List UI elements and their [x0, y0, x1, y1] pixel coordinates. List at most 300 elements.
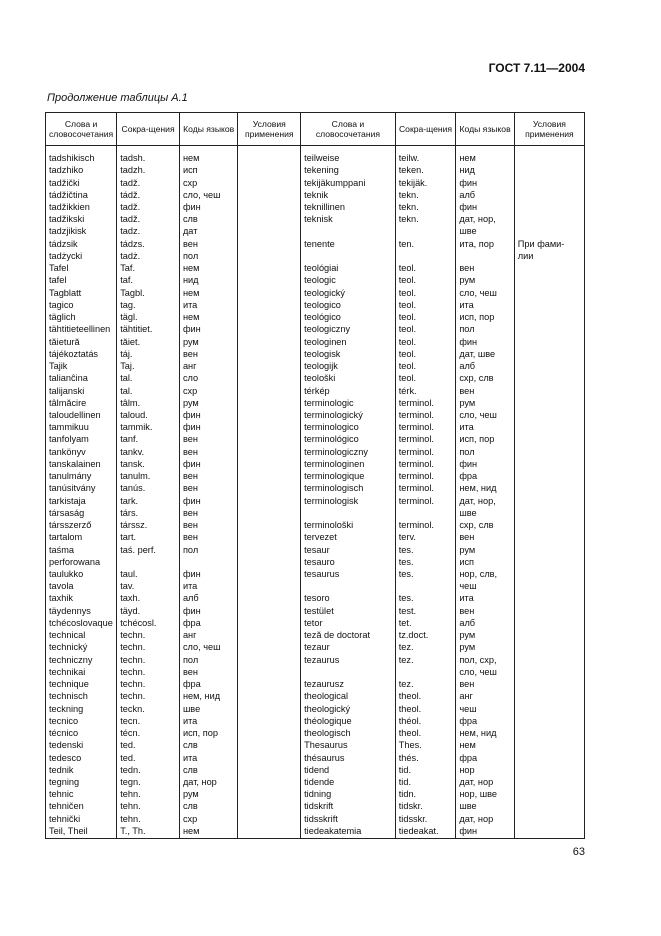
abbr-left: táj.: [117, 348, 180, 360]
table-row: [46, 397, 585, 409]
langs-right: нем: [456, 152, 514, 164]
conditions-left: [238, 690, 301, 702]
conditions-left: [238, 666, 301, 678]
table-row: [46, 152, 585, 164]
word-left: tafel: [46, 274, 117, 286]
conditions-right: [514, 666, 584, 678]
word-left: tanulmány: [46, 470, 117, 482]
conditions-right: [514, 568, 584, 580]
table-row: [46, 177, 585, 189]
table-row: [46, 250, 585, 262]
word-left: technique: [46, 678, 117, 690]
conditions-right: [514, 617, 584, 629]
word-left: tanúsitvány: [46, 482, 117, 494]
langs-right: фин: [456, 336, 514, 348]
conditions-left: [238, 299, 301, 311]
word-left: társaság: [46, 507, 117, 519]
table-row: [46, 238, 585, 250]
table-row: [46, 446, 585, 458]
langs-left: ита: [179, 715, 237, 727]
word-left: tehnic: [46, 788, 117, 800]
abbr-right: terminol.: [395, 421, 456, 433]
langs-right: рум: [456, 274, 514, 286]
word-right: tenente: [301, 238, 396, 250]
conditions-left: [238, 238, 301, 250]
abbr-left: techn.: [117, 641, 180, 653]
table-row: [46, 690, 585, 702]
langs-left: фра: [179, 678, 237, 690]
abbr-right: [395, 225, 456, 237]
abbr-right: tidskr.: [395, 800, 456, 812]
langs-right: нор: [456, 764, 514, 776]
abbr-left: [117, 556, 180, 568]
word-left: tchécoslovaque: [46, 617, 117, 629]
table-row: [46, 617, 585, 629]
word-left: tádžičtina: [46, 189, 117, 201]
conditions-left: [238, 629, 301, 641]
abbr-left: techn.: [117, 629, 180, 641]
conditions-right: [514, 274, 584, 286]
langs-right: [456, 250, 514, 262]
langs-left: слв: [179, 213, 237, 225]
word-left: Tafel: [46, 262, 117, 274]
header-langcodes-left: Коды языков: [179, 113, 237, 146]
conditions-left: [238, 458, 301, 470]
word-right: térkép: [301, 385, 396, 397]
word-left: tájékoztatás: [46, 348, 117, 360]
conditions-left: [238, 397, 301, 409]
conditions-left: [238, 189, 301, 201]
word-right: Thesaurus: [301, 739, 396, 751]
langs-right: фра: [456, 715, 514, 727]
langs-right: чеш: [456, 580, 514, 592]
header-words-right: Слова и словосочетания: [301, 113, 396, 146]
word-left: Tagblatt: [46, 287, 117, 299]
abbr-left: társsz.: [117, 519, 180, 531]
word-left: tadžikkien: [46, 201, 117, 213]
abbr-left: taf.: [117, 274, 180, 286]
abbr-left: tal.: [117, 385, 180, 397]
word-left: tadžički: [46, 177, 117, 189]
word-right: terminološki: [301, 519, 396, 531]
abbr-left: tanf.: [117, 433, 180, 445]
langs-left: вен: [179, 348, 237, 360]
langs-left: алб: [179, 592, 237, 604]
abbr-right: teol.: [395, 360, 456, 372]
word-left: tednik: [46, 764, 117, 776]
langs-right: алб: [456, 360, 514, 372]
abbr-left: técn.: [117, 727, 180, 739]
abbr-right: théol.: [395, 715, 456, 727]
word-right: teologinen: [301, 336, 396, 348]
table-caption: Продолжение таблицы А.1: [47, 92, 188, 104]
abbr-right: tid.: [395, 776, 456, 788]
abbr-left: taś. perf.: [117, 544, 180, 556]
conditions-right: [514, 385, 584, 397]
langs-right: рум: [456, 629, 514, 641]
abbr-right: tez.: [395, 678, 456, 690]
word-right: teknillinen: [301, 201, 396, 213]
abbr-left: taloud.: [117, 409, 180, 421]
langs-left: пол: [179, 250, 237, 262]
word-right: terminologiczny: [301, 446, 396, 458]
conditions-left: [238, 776, 301, 788]
conditions-right: [514, 727, 584, 739]
langs-left: нем: [179, 287, 237, 299]
word-left: taśma: [46, 544, 117, 556]
word-left: tehničen: [46, 800, 117, 812]
conditions-left: [238, 715, 301, 727]
langs-left: исп, пор: [179, 727, 237, 739]
conditions-right: [514, 164, 584, 176]
langs-right: шве: [456, 225, 514, 237]
word-left: technikai: [46, 666, 117, 678]
abbr-right: teol.: [395, 287, 456, 299]
langs-left: фин: [179, 409, 237, 421]
conditions-right: [514, 299, 584, 311]
word-right: theological: [301, 690, 396, 702]
word-left: tádzsik: [46, 238, 117, 250]
langs-left: рум: [179, 397, 237, 409]
langs-left: фин: [179, 421, 237, 433]
conditions-right: [514, 825, 584, 839]
conditions-right: [514, 189, 584, 201]
word-left: tammikuu: [46, 421, 117, 433]
abbr-right: tz.doct.: [395, 629, 456, 641]
word-right: tesauro: [301, 556, 396, 568]
abbr-right: teilw.: [395, 152, 456, 164]
word-left: täydennys: [46, 605, 117, 617]
langs-right: схр, слв: [456, 519, 514, 531]
langs-right: вен: [456, 605, 514, 617]
abbr-right: tekijäk.: [395, 177, 456, 189]
conditions-right: [514, 336, 584, 348]
conditions-right: [514, 531, 584, 543]
abbr-right: test.: [395, 605, 456, 617]
langs-left: вен: [179, 470, 237, 482]
langs-left: ита: [179, 752, 237, 764]
word-right: tezaurusz: [301, 678, 396, 690]
langs-right: фин: [456, 177, 514, 189]
conditions-right: [514, 409, 584, 421]
table-row: [46, 164, 585, 176]
langs-left: рум: [179, 788, 237, 800]
conditions-right: [514, 177, 584, 189]
table-row: [46, 727, 585, 739]
word-left: tadshikisch: [46, 152, 117, 164]
conditions-right: [514, 776, 584, 788]
word-left: tankönyv: [46, 446, 117, 458]
conditions-left: [238, 813, 301, 825]
word-right: teologický: [301, 287, 396, 299]
word-left: taxhik: [46, 592, 117, 604]
word-right: terminologisch: [301, 482, 396, 494]
conditions-right: [514, 519, 584, 531]
word-left: tăietură: [46, 336, 117, 348]
table-row: [46, 568, 585, 580]
abbr-left: tag.: [117, 299, 180, 311]
table-row: [46, 385, 585, 397]
table-row: [46, 703, 585, 715]
langs-left: пол: [179, 654, 237, 666]
langs-left: дат, нор: [179, 776, 237, 788]
abbr-left: tähtitiet.: [117, 323, 180, 335]
word-left: technisch: [46, 690, 117, 702]
word-right: [301, 250, 396, 262]
langs-right: дат, нор: [456, 776, 514, 788]
abbr-left: tehn.: [117, 813, 180, 825]
word-left: techniczny: [46, 654, 117, 666]
conditions-right: [514, 800, 584, 812]
conditions-left: [238, 385, 301, 397]
langs-right: нор, шве: [456, 788, 514, 800]
word-right: theologisch: [301, 727, 396, 739]
abbr-right: tidsskr.: [395, 813, 456, 825]
conditions-left: [238, 225, 301, 237]
conditions-left: [238, 164, 301, 176]
conditions-left: [238, 250, 301, 262]
table-row: [46, 409, 585, 421]
word-right: tidskrift: [301, 800, 396, 812]
langs-right: сло, чеш: [456, 287, 514, 299]
langs-left: фин: [179, 568, 237, 580]
table-row: [46, 336, 585, 348]
conditions-left: [238, 177, 301, 189]
abbr-right: terminol.: [395, 446, 456, 458]
abbr-left: Taj.: [117, 360, 180, 372]
header-conditions-left: Условия применения: [238, 113, 301, 146]
abbr-left: tecn.: [117, 715, 180, 727]
word-left: talijanski: [46, 385, 117, 397]
langs-right: нем, нид: [456, 482, 514, 494]
table-row: [46, 544, 585, 556]
langs-right: пол: [456, 446, 514, 458]
word-right: théologique: [301, 715, 396, 727]
langs-left: вен: [179, 446, 237, 458]
langs-left: вен: [179, 433, 237, 445]
abbr-right: teken.: [395, 164, 456, 176]
word-left: täglich: [46, 311, 117, 323]
langs-right: шве: [456, 800, 514, 812]
abbr-left: tankv.: [117, 446, 180, 458]
conditions-left: [238, 519, 301, 531]
table-row: [46, 678, 585, 690]
abbr-right: teol.: [395, 323, 456, 335]
langs-left: слв: [179, 800, 237, 812]
langs-right: сло, чеш: [456, 666, 514, 678]
conditions-left: [238, 482, 301, 494]
table-row: [46, 225, 585, 237]
table-row: [46, 654, 585, 666]
abbr-left: tadž.: [117, 177, 180, 189]
word-left: tavola: [46, 580, 117, 592]
table-row: [46, 580, 585, 592]
conditions-right: [514, 703, 584, 715]
header-abbr-left: Сокра-щения: [117, 113, 180, 146]
word-right: theologický: [301, 703, 396, 715]
conditions-left: [238, 421, 301, 433]
abbr-left: tanús.: [117, 482, 180, 494]
langs-right: нем, нид: [456, 727, 514, 739]
word-right: tidning: [301, 788, 396, 800]
abbr-left: tadž.: [117, 201, 180, 213]
conditions-left: [238, 739, 301, 751]
word-left: tadżycki: [46, 250, 117, 262]
abbr-right: terminol.: [395, 409, 456, 421]
langs-right: фин: [456, 201, 514, 213]
conditions-left: [238, 544, 301, 556]
word-right: terminologisk: [301, 495, 396, 507]
table-body: [46, 146, 585, 839]
langs-right: ита: [456, 299, 514, 311]
word-left: tegning: [46, 776, 117, 788]
document-code-header: ГОСТ 7.11—2004: [488, 61, 585, 75]
conditions-right: [514, 225, 584, 237]
langs-left: сло: [179, 372, 237, 384]
table-row: [46, 213, 585, 225]
table-row: [46, 421, 585, 433]
word-right: terminologique: [301, 470, 396, 482]
table-row: [46, 507, 585, 519]
conditions-left: [238, 800, 301, 812]
langs-right: фин: [456, 458, 514, 470]
abbr-right: teol.: [395, 262, 456, 274]
word-right: [301, 225, 396, 237]
word-right: tervezet: [301, 531, 396, 543]
conditions-right: [514, 580, 584, 592]
word-right: tidsskrift: [301, 813, 396, 825]
abbr-right: tes.: [395, 556, 456, 568]
abbr-left: tart.: [117, 531, 180, 543]
word-left: tartalom: [46, 531, 117, 543]
conditions-left: [238, 213, 301, 225]
conditions-left: [238, 654, 301, 666]
abbr-left: T., Th.: [117, 825, 180, 839]
table-row: [46, 299, 585, 311]
table-row: [46, 531, 585, 543]
word-right: tesaur: [301, 544, 396, 556]
conditions-right: [514, 544, 584, 556]
word-left: tecnico: [46, 715, 117, 727]
abbr-left: ted.: [117, 739, 180, 751]
table-row: [46, 262, 585, 274]
abbr-right: ten.: [395, 238, 456, 250]
word-right: teológiai: [301, 262, 396, 274]
table-row: [46, 323, 585, 335]
abbr-right: tet.: [395, 617, 456, 629]
conditions-left: [238, 727, 301, 739]
abbr-left: tedn.: [117, 764, 180, 776]
abbr-right: tekn.: [395, 189, 456, 201]
langs-left: фин: [179, 458, 237, 470]
conditions-right: [514, 458, 584, 470]
langs-right: нид: [456, 164, 514, 176]
conditions-left: [238, 678, 301, 690]
word-right: teknik: [301, 189, 396, 201]
word-right: tesoro: [301, 592, 396, 604]
table-row: [46, 348, 585, 360]
conditions-right: [514, 201, 584, 213]
abbr-left: taul.: [117, 568, 180, 580]
header-words-left: Слова и словосочетания: [46, 113, 117, 146]
conditions-left: [238, 274, 301, 286]
langs-left: анг: [179, 360, 237, 372]
langs-right: нор, слв,: [456, 568, 514, 580]
conditions-left: [238, 580, 301, 592]
abbr-right: teol.: [395, 311, 456, 323]
header-abbr-right: Сокра-щения: [395, 113, 456, 146]
abbr-left: Taf.: [117, 262, 180, 274]
conditions-right: [514, 421, 584, 433]
langs-right: шве: [456, 507, 514, 519]
word-right: teológico: [301, 311, 396, 323]
word-left: tadzjikisk: [46, 225, 117, 237]
abbr-right: terminol.: [395, 458, 456, 470]
langs-right: исп, пор: [456, 433, 514, 445]
table-row: [46, 666, 585, 678]
abbr-left: tav.: [117, 580, 180, 592]
langs-left: нем: [179, 262, 237, 274]
word-right: thésaurus: [301, 752, 396, 764]
abbr-left: taxh.: [117, 592, 180, 604]
word-right: tezaur: [301, 641, 396, 653]
conditions-right: лии: [514, 250, 584, 262]
word-left: teckning: [46, 703, 117, 715]
conditions-right: [514, 715, 584, 727]
conditions-left: [238, 152, 301, 164]
langs-right: фра: [456, 752, 514, 764]
conditions-left: [238, 764, 301, 776]
word-right: terminologic: [301, 397, 396, 409]
word-right: teologijk: [301, 360, 396, 372]
word-left: technický: [46, 641, 117, 653]
abbr-right: theol.: [395, 703, 456, 715]
abbr-left: tark.: [117, 495, 180, 507]
table-row: [46, 788, 585, 800]
word-right: teologic: [301, 274, 396, 286]
conditions-right: При фами-: [514, 238, 584, 250]
word-right: tetor: [301, 617, 396, 629]
langs-right: алб: [456, 617, 514, 629]
word-right: testület: [301, 605, 396, 617]
langs-right: вен: [456, 678, 514, 690]
langs-left: исп: [179, 164, 237, 176]
langs-right: дат, нор: [456, 813, 514, 825]
langs-right: рум: [456, 397, 514, 409]
conditions-right: [514, 752, 584, 764]
abbr-right: tidn.: [395, 788, 456, 800]
page-number: 63: [572, 846, 585, 858]
table-row: [46, 715, 585, 727]
conditions-right: [514, 507, 584, 519]
header-langcodes-right: Коды языков: [456, 113, 514, 146]
word-left: tadzhiko: [46, 164, 117, 176]
conditions-right: [514, 397, 584, 409]
abbr-left: tegn.: [117, 776, 180, 788]
word-right: tesaurus: [301, 568, 396, 580]
abbr-right: teol.: [395, 372, 456, 384]
word-right: tidend: [301, 764, 396, 776]
langs-right: анг: [456, 690, 514, 702]
table-row: [46, 372, 585, 384]
abbr-right: theol.: [395, 727, 456, 739]
conditions-right: [514, 311, 584, 323]
abbr-left: ted.: [117, 752, 180, 764]
langs-left: вен: [179, 482, 237, 494]
conditions-left: [238, 752, 301, 764]
table-row: [46, 800, 585, 812]
table-row: [46, 201, 585, 213]
